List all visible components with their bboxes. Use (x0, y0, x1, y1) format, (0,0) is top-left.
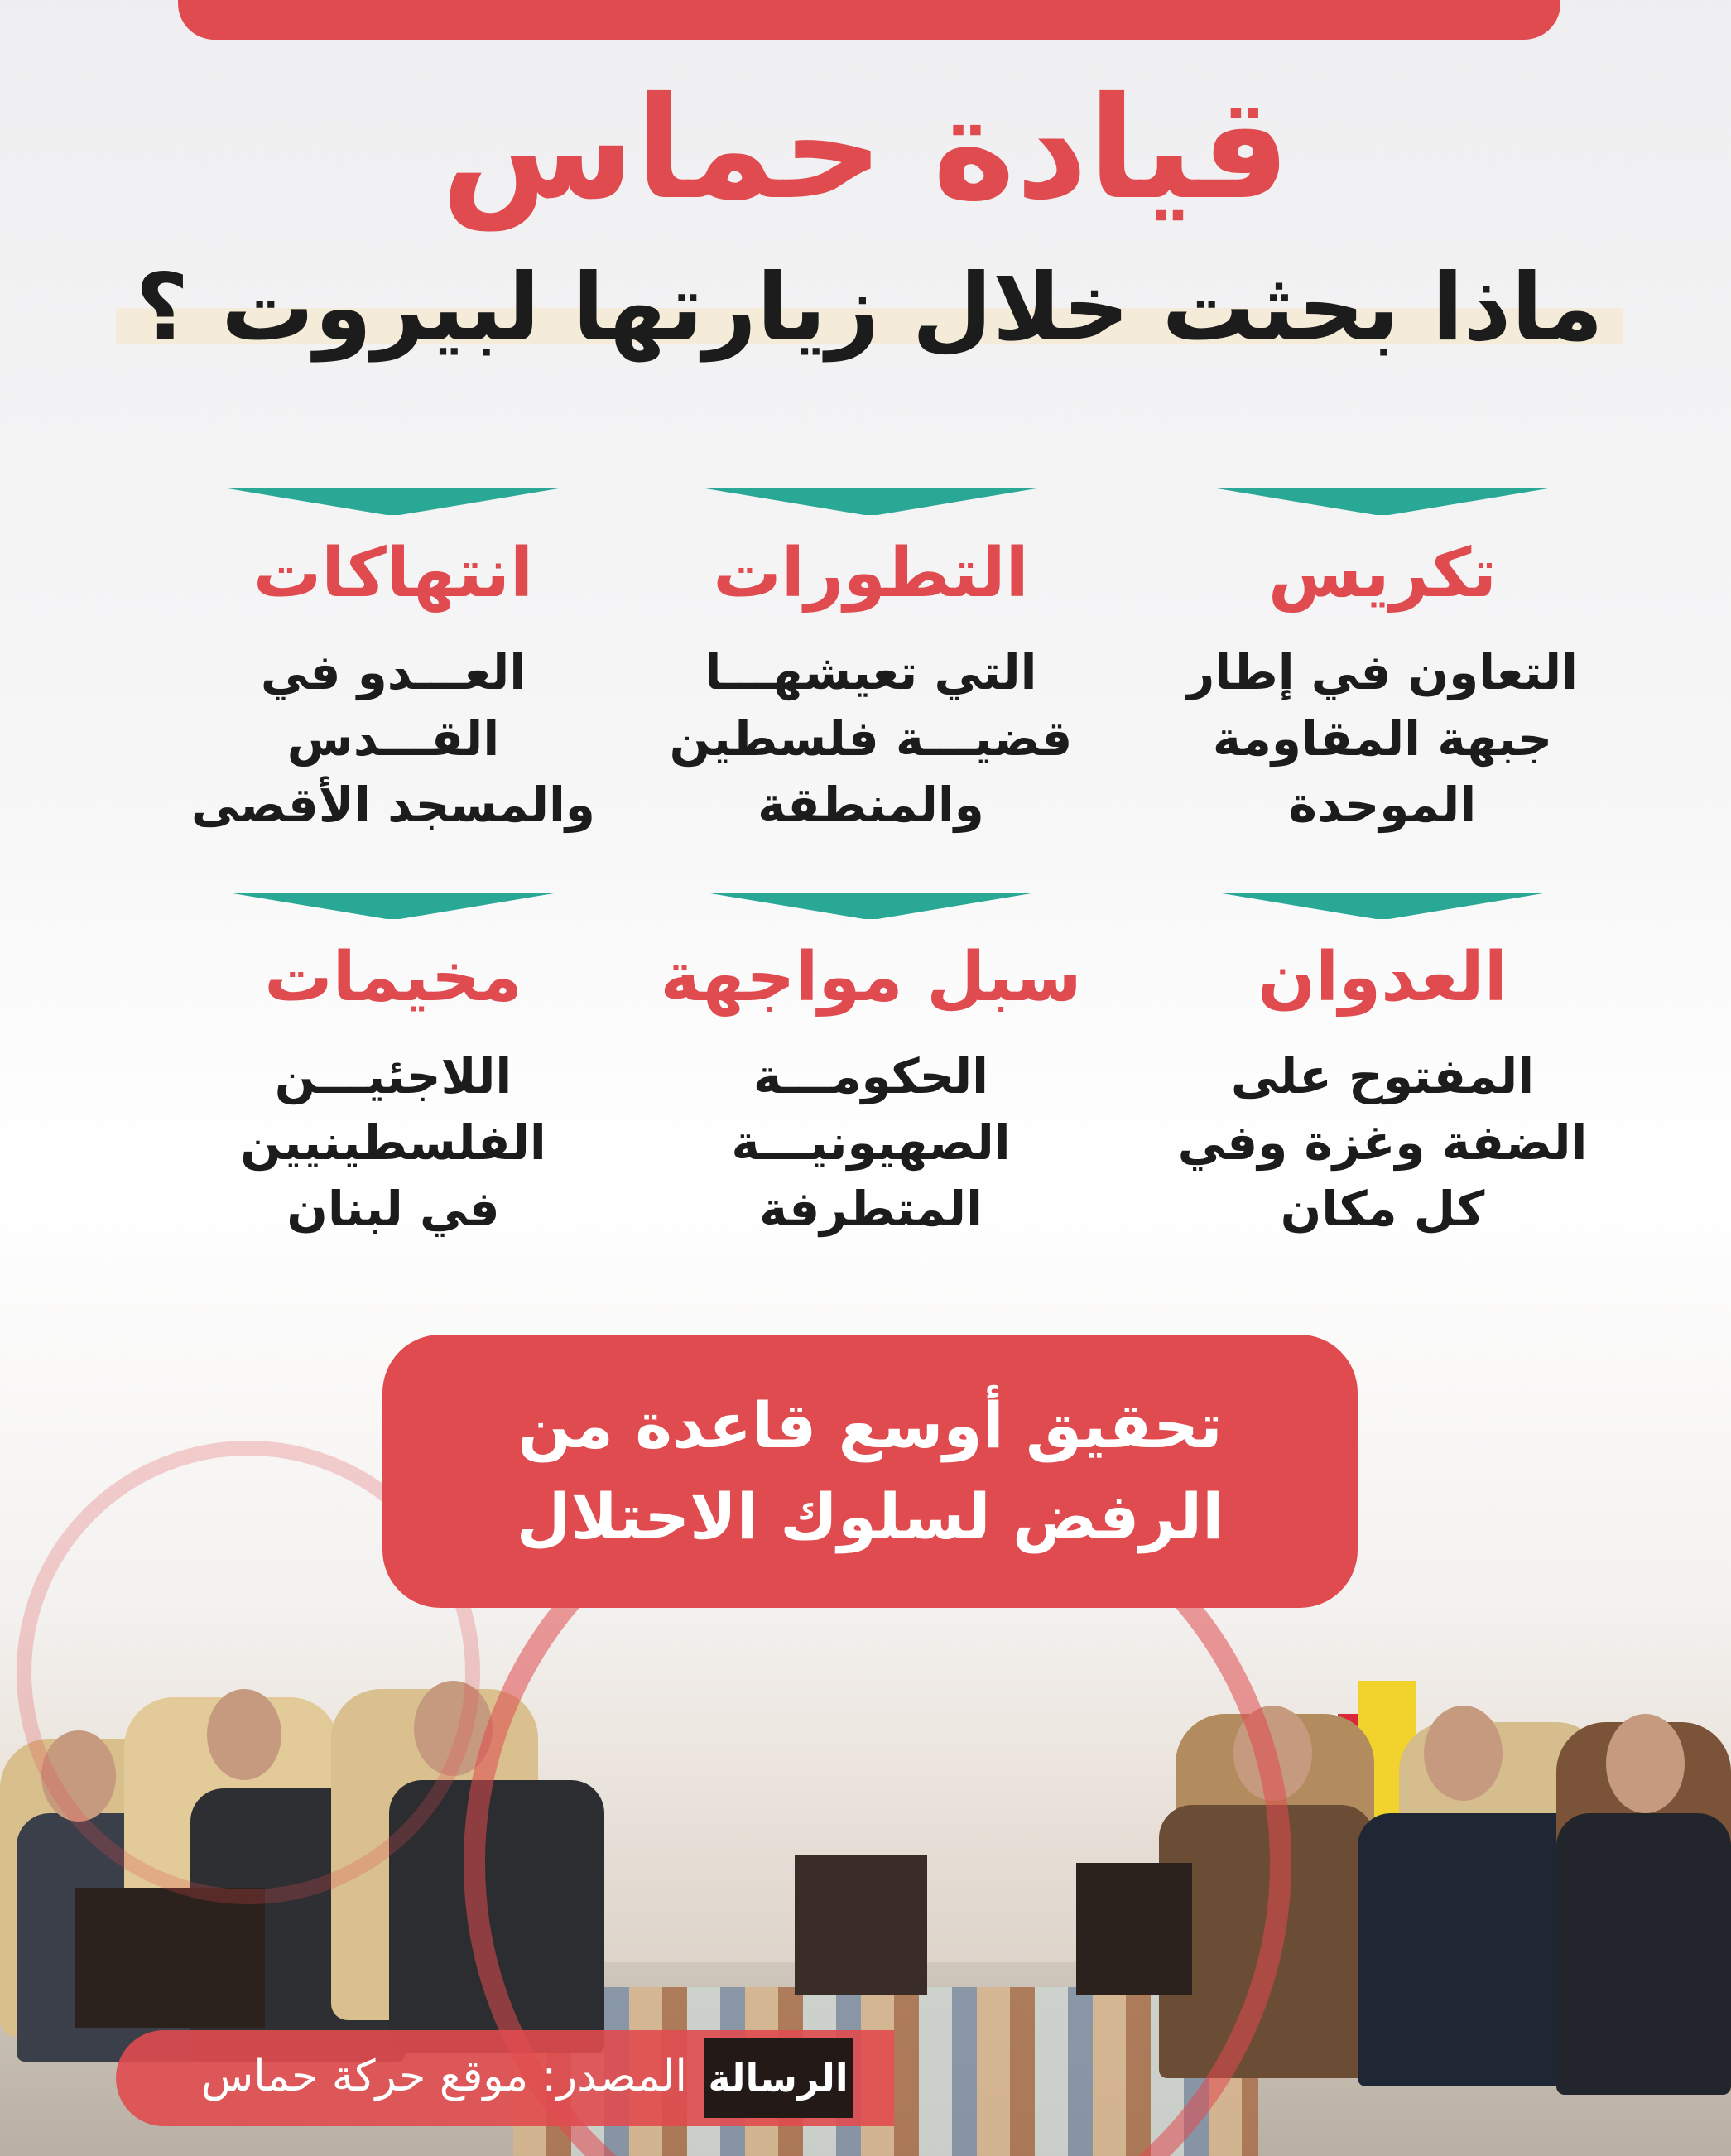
person (1556, 1813, 1731, 2095)
topic-title: انتهاكات (252, 534, 534, 613)
topic-line: في لبنان (286, 1181, 500, 1238)
topic-line: كل مكان (1280, 1181, 1485, 1238)
topic-title: العدوان (1257, 938, 1507, 1017)
person (1358, 1813, 1589, 2086)
banner-line: الرفض لسلوك الاحتلال (516, 1480, 1224, 1553)
topic-description (161, 639, 625, 838)
topic-description (1151, 1043, 1614, 1242)
page-subtitle: ماذا بحثت خلال زيارتها لبيروت ؟ (135, 254, 1604, 362)
topic-line: التعاون في إطار (1186, 644, 1579, 701)
top-accent-bar (178, 0, 1560, 40)
topic-line: اللاجئيـــن (274, 1048, 512, 1105)
topic-card-6 (161, 893, 625, 1242)
topic-description (639, 639, 1103, 838)
topic-line: والمنطقة (757, 777, 984, 834)
chevron-down-icon (228, 488, 559, 515)
topic-card-3 (161, 488, 625, 838)
topic-description (639, 1043, 1103, 1242)
topic-line: المفتوح على (1230, 1048, 1535, 1105)
source-credit: المصدر: موقع حركة حماس (200, 2052, 687, 2101)
topic-card-1 (1151, 488, 1614, 838)
banner-line: تحقيق أوسع قاعدة من (517, 1388, 1223, 1462)
topic-line: قضيـــة فلسطين (669, 710, 1073, 768)
person-head (1424, 1706, 1503, 1801)
topic-line: المتطرفة (759, 1181, 983, 1238)
page-title: قيادة حماس (440, 67, 1291, 231)
topic-line: والمسجد الأقصى (191, 777, 595, 834)
topic-line: القـــدس (286, 710, 500, 768)
topic-line: العـــدو في (260, 644, 527, 701)
topic-line: التي تعيشهـــا (704, 644, 1037, 701)
topic-title: تكريس (1267, 534, 1498, 613)
topic-line: الفلسطينيين (240, 1114, 546, 1172)
topic-card-4 (1151, 893, 1614, 1242)
topic-line: جبهة المقاومة (1212, 710, 1553, 768)
person-head (1606, 1714, 1685, 1813)
topic-card-2 (639, 488, 1103, 838)
publisher-logo: الرسالة (704, 2038, 853, 2118)
topic-title: سبل مواجهة (660, 938, 1082, 1017)
topic-line: الموحدة (1288, 777, 1477, 834)
topic-title: مخيمات (264, 938, 522, 1017)
chevron-down-icon (1217, 893, 1548, 919)
topic-title: التطورات (713, 534, 1029, 613)
chevron-down-icon (705, 488, 1036, 515)
side-table (75, 1888, 265, 2028)
topic-line: الصهيونيـــة (731, 1114, 1011, 1172)
topic-description (161, 1043, 625, 1242)
conclusion-banner (382, 1335, 1358, 1608)
chevron-down-icon (1217, 488, 1548, 515)
chevron-down-icon (705, 893, 1036, 919)
topic-line: الحكومـــة (753, 1048, 989, 1105)
topic-line: الضفة وغزة وفي (1177, 1114, 1588, 1172)
topic-description (1151, 639, 1614, 838)
topic-card-5 (639, 893, 1103, 1242)
chevron-down-icon (228, 893, 559, 919)
subtitle-block (116, 248, 1623, 373)
